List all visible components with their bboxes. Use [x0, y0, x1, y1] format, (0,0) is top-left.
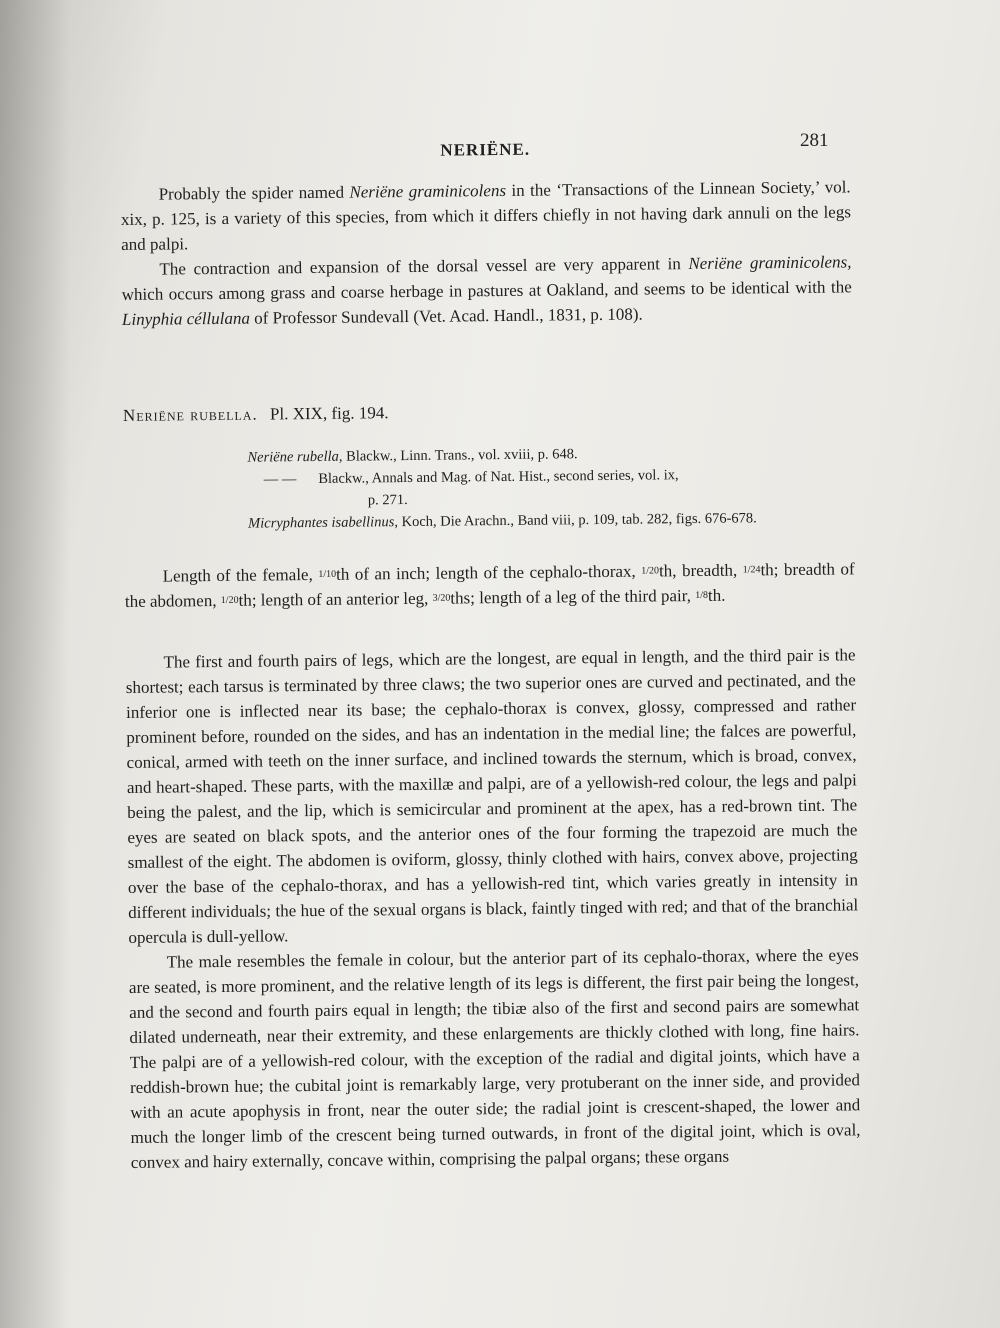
text-run: Length of the female,	[162, 564, 319, 586]
description-male: The male resembles the female in colour, but the anterior part of its cephalo-thorax, where the eyes are seated, is more prominent, and the relative length of its legs is different, the first pair being the longest, and the second and fourth pairs equal in length; the tibiæ also of the first and second pairs are somewhat dilated underneath, near their extremity, and these enlargements are thickly clothed with long, fine hairs. The palpi are of a yellowish-red colour, with the exception of the radial and digital joints, which have a reddish-brown hue; the cubital joint is remarkably large, very protuberant on the inner side, and provided with an acute apophysis in front, near the outer side; the radial joint is crescent-shaped, the lower and much the longer limb of the crescent being turned outwards, in front of the digital joint, which is oval, convex and hairy externally, concave within, comprising the palpal organs; these organs	[128, 945, 861, 1172]
species-heading	[123, 398, 853, 426]
fraction: 1/8	[695, 589, 709, 602]
text-run: Blackw., Linn. Trans., vol. xviii, p. 648.	[342, 446, 578, 465]
text-run: th.	[707, 585, 726, 605]
text-run: ths; length of a leg of the third pair,	[450, 586, 696, 608]
italic-run: Neriëne graminicolens	[349, 180, 507, 202]
text-run: Koch, Die Arachn., Band viii, p. 109, tab. 282, figs. 676-678.	[397, 510, 757, 531]
intro-paragraph-1	[121, 174, 852, 257]
italic-run: Linyphia céllulana	[121, 308, 251, 329]
text-run: in the ‘Transactions of the Linnean Society,’ vol. xix, p. 125, is a variety of this species, from which it differs chiefly in not having dark annuli on the legs and palpi.	[120, 177, 851, 254]
binding-shadow	[0, 0, 70, 1328]
text-run: Probably the spider named	[158, 182, 350, 204]
text-run: of Professor Sundevall (Vet. Acad. Handl., 1831, p. 108).	[249, 304, 643, 328]
text-run: th of an inch; length of the cephalo-thorax,	[335, 561, 642, 584]
description-female: The first and fourth pairs of legs, which are the longest, are equal in length, and the third pair is the shortest; each tarsus is terminated by three claws; the two superior ones are curved and pectinated, and the inferior one is inflected near its base; the cephalo-thorax is convex, glossy, compressed and rather prominent before, rounded on the sides, and has an indentation in the medial line; the falces are powerful, conical, armed with teeth on the inner surface, and inclined towards the sternum, which is broad, convex, and heart-shaped. These parts, with the maxillæ and palpi, are of a yellowish-red colour, the legs and palpi being the palest, and the lip, which is semicircular and prominent at the apex, has a red-brown tint. The eyes are seated on black spots, and the anterior ones of the four forming the trapezoid are much the smallest of the eight. The abdomen is oviform, glossy, thinly clothed with hairs, convex above, projecting over the base of the cephalo-thorax, and has a yellowish-red tint, which varies greatly in intensity in different individuals; the hue of the sexual organs is black, faintly tinged with red; and that of the branchial opercula is dull-yellow.	[125, 645, 859, 947]
italic-run: Neriëne graminicolens,	[688, 252, 852, 274]
species-plate-ref: Pl. XIX, fig. 194.	[269, 403, 389, 424]
measurements-paragraph	[125, 556, 855, 614]
text-run: th; breadth of the abdomen,	[124, 559, 855, 611]
synonymy-line-2-cont: p. 271.	[367, 492, 408, 509]
text-run: th, breadth,	[658, 560, 743, 581]
species-name: Neriëne rubella.	[122, 404, 258, 425]
fraction: 1/24	[742, 564, 761, 576]
synonymy-line-2-text: Blackw., Annals and Mag. of Nat. Hist., second series, vol. ix,	[318, 467, 679, 487]
text-run: th; length of an anterior leg,	[238, 588, 433, 610]
intro-paragraph-2	[121, 249, 852, 332]
intro-section	[121, 174, 853, 332]
ditto-dashes: — —	[263, 471, 297, 488]
page-number: 281	[800, 130, 829, 151]
italic-run: Micryphantes isabellinus,	[248, 514, 399, 532]
fraction: 1/20	[220, 594, 239, 606]
fraction: 1/20	[641, 565, 660, 577]
page-content	[120, 122, 861, 1175]
text-run: which occurs among grass and coarse herbage in pastures at Oakland, and seems to be identical with the	[121, 277, 852, 304]
text-run: The contraction and expansion of the dorsal vessel are very apparent in	[159, 254, 689, 279]
synonymy-list	[247, 440, 854, 534]
fraction: 1/10	[318, 568, 337, 580]
fraction: 3/20	[432, 592, 451, 604]
italic-run: Neriëne rubella,	[247, 448, 343, 466]
running-head: NERIËNE.	[440, 139, 531, 160]
